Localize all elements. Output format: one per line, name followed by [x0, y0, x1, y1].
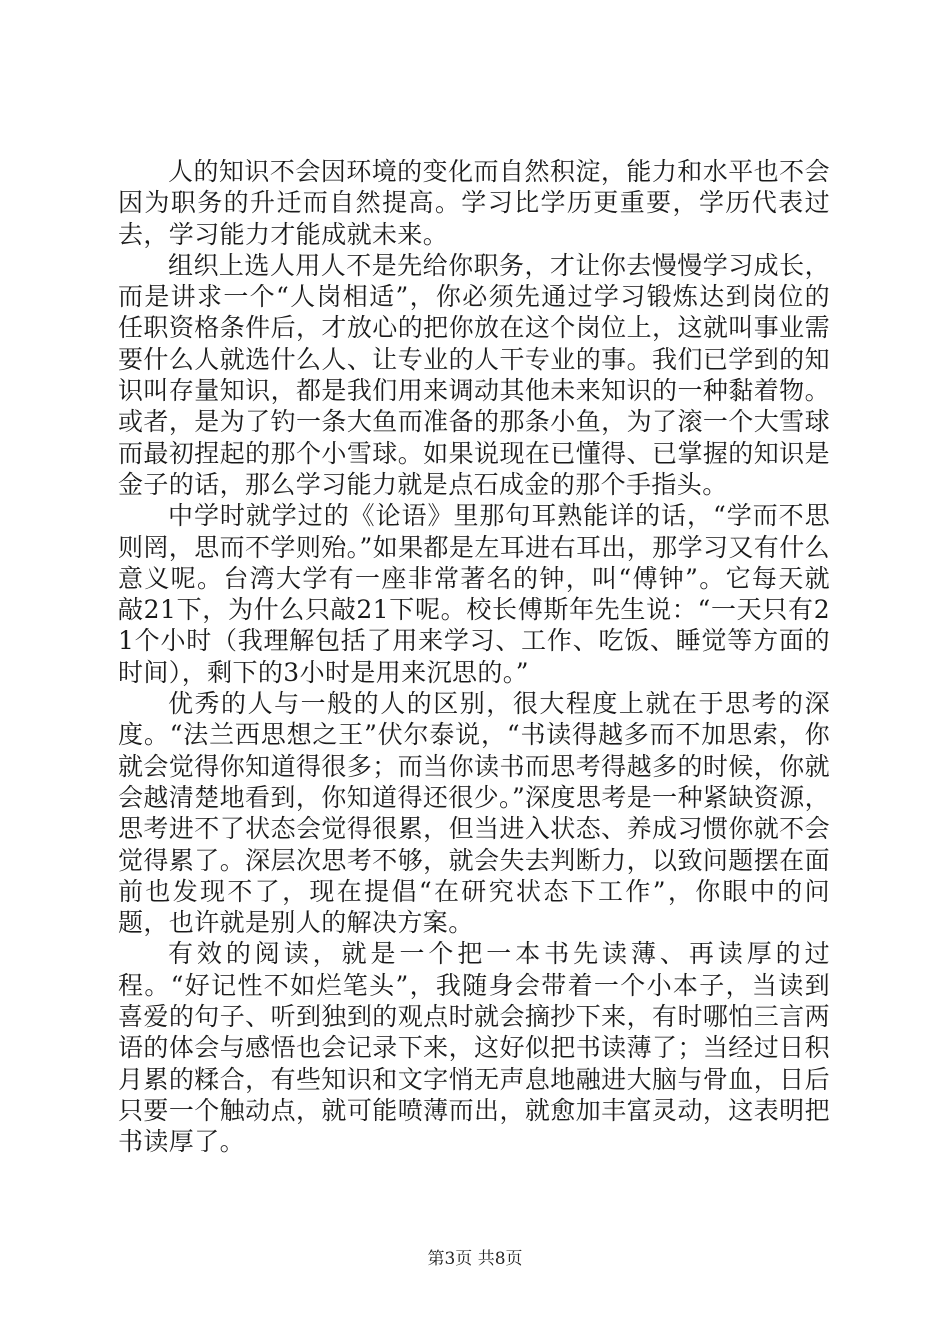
paragraph-3: 中学时就学过的《论语》里那句耳熟能详的话，“学而不思则罔，思而不学则殆。”如果都是左耳进右耳出，那学习又有什么意义呢。台湾大学有一座非常著名的钟，叫“傅钟”。它每天就敲21下，为什么只敲21下呢。校长傅斯年先生说：“一天只有21个小时（我理解包括了用来学习、工作、吃饭、睡觉等方面的时间），剩下的3小时是用来沉思的。”	[118, 501, 830, 687]
document-body	[118, 156, 830, 1158]
paragraph-1: 人的知识不会因环境的变化而自然积淀，能力和水平也不会因为职务的升迁而自然提高。学习比学历更重要，学历代表过去，学习能力才能成就未来。	[118, 157, 830, 249]
paragraph-5: 有效的阅读，就是一个把一本书先读薄、再读厚的过程。“好记性不如烂笔头”，我随身会带着一个小本子，当读到喜爱的句子、听到独到的观点时就会摘抄下来，有时哪怕三言两语的体会与感悟也会记录下来，这好似把书读薄了；当经过日积月累的糅合，有些知识和文字悄无声息地融进大脑与骨血，日后只要一个触动点，就可能喷薄而出，就愈加丰富灵动，这表明把书读厚了。	[118, 939, 830, 1157]
page-number-footer: 第3页 共8页	[427, 1249, 523, 1269]
paragraph-4: 优秀的人与一般的人的区别，很大程度上就在于思考的深度。“法兰西思想之王”伏尔泰说，“书读得越多而不加思索，你就会觉得你知道得很多；而当你读书而思考得越多的时候，你就会越清楚地看到，你知道得还很少。”深度思考是一种紧缺资源，思考进不了状态会觉得很累，但当进入状态、养成习惯你就不会觉得累了。深层次思考不够，就会失去判断力，以致问题摆在面前也发现不了，现在提倡“在研究状态下工作”，你眼中的问题，也许就是别人的解决方案。	[118, 689, 830, 938]
paragraph-2: 组织上选人用人不是先给你职务，才让你去慢慢学习成长，而是讲求一个“人岗相适”，你必须先通过学习锻炼达到岗位的任职资格条件后，才放心的把你放在这个岗位上，这就叫事业需要什么人就选什么人、让专业的人干专业的事。我们已学到的知识叫存量知识，都是我们用来调动其他未来知识的一种黏着物。或者，是为了钓一条大鱼而准备的那条小鱼，为了滚一个大雪球而最初捏起的那个小雪球。如果说现在已懂得、已掌握的知识是金子的话，那么学习能力就是点石成金的那个手指头。	[118, 250, 830, 499]
